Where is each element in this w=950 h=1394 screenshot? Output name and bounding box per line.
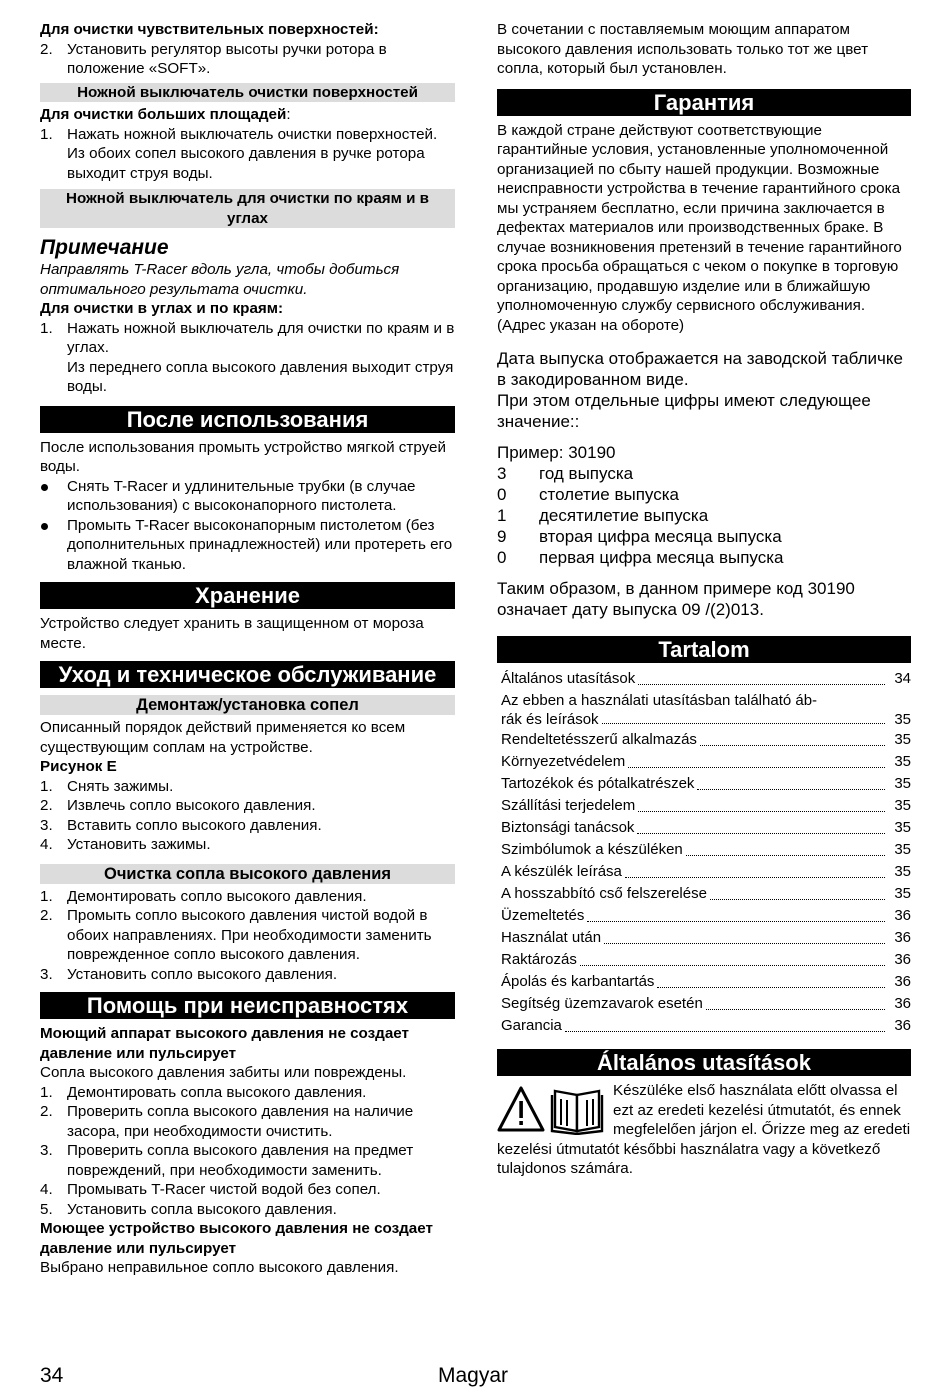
edge-switch-heading: Ножной выключатель для очистки по краям и в углах	[40, 189, 455, 228]
list-item: 1. Демонтировать сопло высокого давления.	[40, 887, 367, 905]
example-row: 0 столетие выпуска	[497, 485, 679, 504]
toc-entry[interactable]: Környezetvédelem 35	[501, 753, 911, 770]
example-row: 0 первая цифра месяца выпуска	[497, 548, 784, 567]
toc-entry-continued[interactable]: rák és leírások 35	[501, 711, 911, 728]
warranty-address: (Адрес указан на обороте)	[497, 316, 685, 334]
toc-entry[interactable]: A hosszabbító cső felszerelése 35	[501, 885, 911, 902]
trouble1-heading: Моющий аппарат высокого давления не создает давление или пульсирует	[40, 1025, 409, 1062]
toc-entry[interactable]: Az ebben a használati utasításban található áb-	[501, 692, 818, 709]
list-item: 3. Установить сопло высокого давления.	[40, 965, 338, 983]
toc-entry[interactable]: Szállítási terjedelem 35	[501, 797, 911, 814]
toc-entry[interactable]: Használat után 36	[501, 929, 911, 946]
trouble2-heading: Моющее устройство высокого давления не создает давление или пульсирует	[40, 1220, 433, 1257]
list-item: 3. Вставить сопло высокого давления.	[40, 816, 322, 834]
toc-entry[interactable]: Raktározás 36	[501, 951, 911, 968]
toc-entry[interactable]: Általános utasítások 34	[501, 670, 911, 687]
left-column	[40, 20, 455, 1278]
storage-text: Устройство следует хранить в защищенном от мороза месте.	[40, 615, 424, 652]
figure-ref: Рисунок E	[40, 758, 117, 775]
general-block	[497, 1081, 911, 1179]
toc-entry[interactable]: Rendeltetésszerű alkalmazás 35	[501, 731, 911, 748]
section-warranty: Гарантия	[497, 89, 911, 116]
example-row: 9 вторая цифра месяца выпуска	[497, 527, 782, 546]
list-item: 4. Промывать T-Racer чистой водой без сопел.	[40, 1181, 381, 1198]
note-text: Направлять T-Racer вдоль угла, чтобы добиться оптимального результата очистки.	[40, 261, 400, 298]
language-label: Magyar	[438, 1364, 509, 1387]
trouble1-cause: Сопла высокого давления забиты или повреждены.	[40, 1064, 407, 1081]
bullet-icon	[41, 484, 48, 491]
list-item: 2. Промыть сопло высокого давления чистой водой в обоих направлениях. При необходимости заменить поврежденное сопло высокого давления.	[40, 907, 432, 963]
warranty-text: В каждой стране действуют соответствующие гарантийные условия, установленные уполномоченной организацией по сбыту нашей продукции. Возможные неисправности устройства в течение гарантийного срока мы устраняем бесплатно, если причина заключается в дефектах материалов или производственных браке. В случае возникновения претензий в течение гарантийного срока просьба обращаться с чеком о покупке в торговую организацию, продавшую изделие или в ближайшую уполномоченную службу сервисного обслуживания.	[497, 121, 902, 314]
section-troubleshooting: Помощь при неисправностях	[40, 992, 455, 1019]
list-item: 4. Установить зажимы.	[40, 836, 211, 853]
list-item: 1. Снять зажимы.	[40, 777, 174, 795]
list-item: 1. Демонтировать сопла высокого давления.	[40, 1083, 367, 1101]
section-toc: Tartalom	[497, 636, 911, 663]
manufacture-date-block	[497, 348, 911, 620]
clean-heading: Очистка сопла высокого давления	[40, 864, 455, 884]
example-row: 3 год выпуска	[497, 464, 634, 483]
list-item: Промыть T-Racer высоконапорным пистолетом (без дополнительных принадлежностей) или протереть его влажной тканью.	[40, 516, 455, 575]
section-general: Általános utasítások	[497, 1049, 911, 1076]
after-use-text: После использования промыть устройство мягкой струей воды.	[40, 438, 446, 475]
list-item: 3. Проверить сопла высокого давления на предмет повреждений, при необходимости заменить.	[40, 1142, 414, 1179]
list-item: Снять T-Racer и удлинительные трубки (в случае использования) с высоконапорного пистолета.	[40, 477, 455, 516]
section-care: Уход и техническое обслуживание	[40, 661, 455, 688]
page-number: 34	[40, 1364, 64, 1387]
toc-entry[interactable]: Üzemeltetés 36	[501, 907, 911, 924]
list-item: 2. Извлечь сопло высокого давления.	[40, 797, 316, 814]
nozzle-color-text: В сочетании с поставляемым моющим аппаратом высокого давления использовать только тот же цвет сопла, который был установлен.	[497, 21, 869, 77]
table-of-contents	[497, 668, 911, 1037]
toc-entry[interactable]: A készülék leírása 35	[501, 863, 911, 880]
date-text: Дата выпуска отображается на заводской табличке в закодированном виде.	[497, 349, 903, 389]
list-item: 2. Установить регулятор высоты ручки ротора в положение «SOFT».	[40, 40, 387, 77]
toc-entry[interactable]: Segítség üzemzavarok esetén 36	[501, 995, 911, 1012]
example-row: 1 десятилетие выпуска	[497, 506, 709, 525]
toc-entry[interactable]: Biztonsági tanácsok 35	[501, 819, 911, 836]
soft-heading: Для очистки чувствительных поверхностей:	[40, 21, 379, 38]
bullet-icon	[41, 523, 48, 530]
example-conclusion: Таким образом, в данном примере код 30190 означает дату выпуска 09 /(2)013.	[497, 579, 855, 619]
general-text: Készüléke első használata előtt olvassa el ezt az eredeti kezelési útmutatót, és ennek megfelelően járjon el. Őrizze meg az eredeti kezelési útmutatót későbbi használatra vagy a következő tulajdonos számára.	[497, 1082, 911, 1177]
toc-entry[interactable]: Szimbólumok a készüléken 35	[501, 841, 911, 858]
section-storage: Хранение	[40, 582, 455, 609]
corner-heading: Для очистки в углах и по краям:	[40, 300, 284, 317]
warning-manual-icon	[497, 1085, 609, 1135]
list-item: 2. Проверить сопла высокого давления на наличие засора, при необходимости очистить.	[40, 1103, 414, 1140]
section-after-use: После использования	[40, 406, 455, 433]
example-label: Пример: 30190	[497, 443, 616, 462]
list-item: 5. Установить сопла высокого давления.	[40, 1200, 337, 1218]
toc-entry[interactable]: Ápolás és karbantartás 36	[501, 973, 911, 990]
list-item: 1. Нажать ножной выключатель для очистки по краям и в углах. Из переднего сопла высокого давления выходит струя воды.	[40, 319, 455, 395]
nozzle-text: Описанный порядок действий применяется ко всем существующим соплам на устройстве.	[40, 719, 406, 756]
list-item: 1. Нажать ножной выключатель очистки поверхностей. Из обоих сопел высокого давления в ручке ротора выходит струя воды.	[40, 125, 438, 182]
date-text-2: При этом отдельные цифры имеют следующее значение::	[497, 391, 871, 431]
foot-switch-heading: Ножной выключатель очистки поверхностей	[40, 83, 455, 103]
trouble2-cause: Выбрано неправильное сопло высокого давления.	[40, 1259, 399, 1276]
large-area-heading: Для очистки больших площадей:	[40, 106, 291, 123]
right-column	[497, 20, 911, 1179]
toc-entry[interactable]: Garancia 36	[501, 1017, 911, 1034]
note-title: Примечание	[40, 236, 169, 259]
toc-entry[interactable]: Tartozékok és pótalkatrészek 35	[501, 775, 911, 792]
nozzle-heading: Демонтаж/установка сопел	[40, 695, 455, 715]
